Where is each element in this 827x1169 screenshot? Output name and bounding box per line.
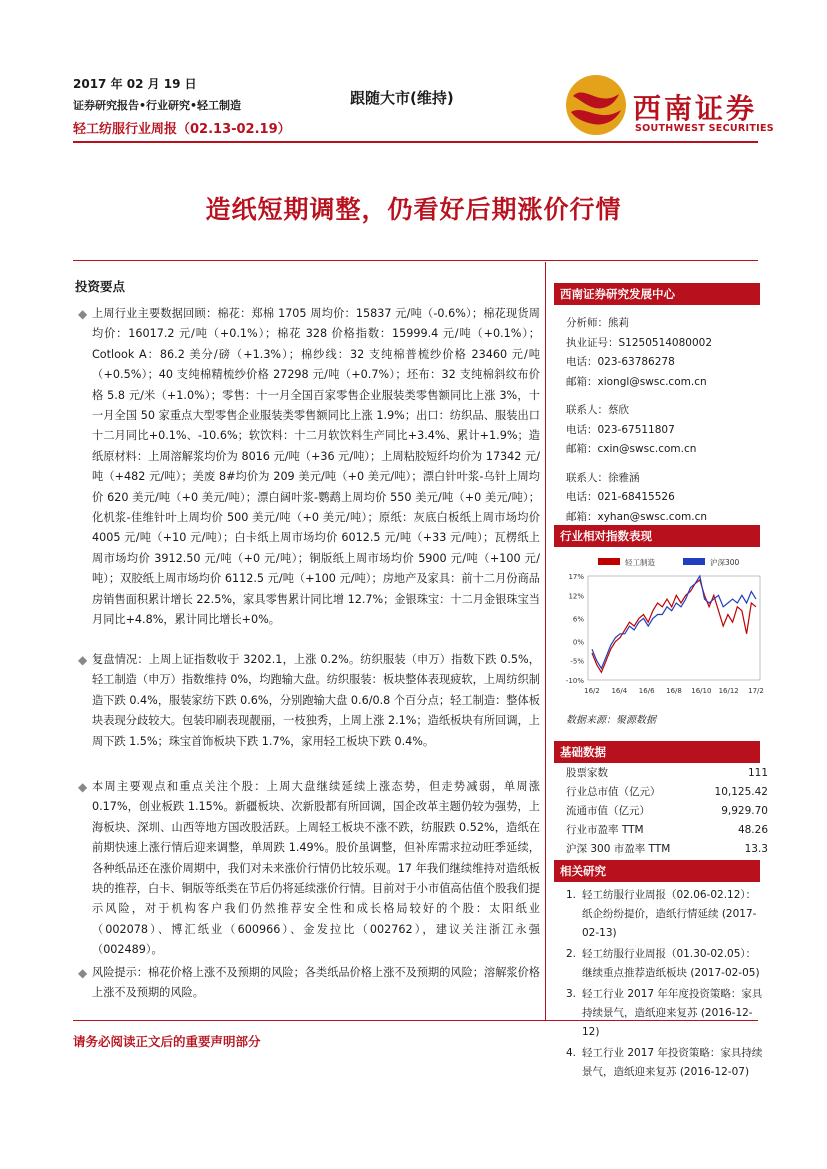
y-tick-label: 0% [572, 638, 584, 647]
bullet-icon: ◆ [78, 653, 88, 667]
basic-row: 沪深 300 市盈率 TTM 13.3 [566, 843, 768, 855]
legend-swatch [598, 558, 620, 565]
y-tick-label: -10% [565, 677, 584, 685]
x-tick-label: 17/2 [748, 687, 764, 695]
paragraph-weekly-data [78, 304, 540, 631]
footer-disclaimer: 请务必阅读正文后的重要声明部分 [73, 1034, 261, 1049]
plot-frame [588, 576, 760, 680]
analyst-phone: 电话：023-63786278 [566, 356, 675, 368]
contact-email[interactable]: 邮箱：cxin@swsc.com.cn [566, 443, 697, 455]
chart-header: 行业相对指数表现 [554, 525, 760, 547]
basic-row: 行业市盈率 TTM 48.26 [566, 824, 768, 836]
paragraph-views [78, 777, 540, 961]
footer-divider [73, 1020, 758, 1021]
paragraph-review [78, 650, 540, 752]
bullet-icon: ◆ [78, 780, 88, 794]
paragraph-risk [78, 963, 540, 1004]
analyst-name: 熊莉 [608, 317, 629, 329]
x-tick-label: 16/10 [691, 687, 712, 695]
bullet-icon: ◆ [78, 966, 88, 980]
title-divider [73, 260, 758, 261]
y-tick-label: 17% [568, 573, 584, 581]
legend-label: 沪深300 [710, 558, 740, 567]
legend-label: 轻工制造 [625, 558, 655, 567]
contact-email[interactable]: 邮箱：xyhan@swsc.com.cn [566, 510, 708, 523]
basic-row: 行业总市值（亿元） 10,125.42 [566, 786, 768, 798]
x-tick-label: 16/12 [718, 687, 739, 695]
relative-index-chart [558, 552, 766, 704]
y-tick-label: -5% [570, 657, 584, 666]
x-tick-label: 16/4 [611, 687, 628, 695]
related-item[interactable]: 3. 轻工行业 2017 年年度投资策略：家具持续景气，造纸迎来复苏 (2016-12-12) [566, 988, 763, 1038]
company-logo-icon [565, 74, 627, 136]
rating: 跟随大市(维持) [350, 89, 454, 107]
x-tick-label: 16/6 [638, 687, 655, 695]
report-type: 证券研究报告•行业研究•轻工制造 [73, 99, 242, 112]
main-title: 造纸短期调整，仍看好后期涨价行情 [205, 195, 622, 224]
contact-name: 联系人：徐雅涵 [566, 471, 640, 484]
weekly-title: 轻工纺服行业周报（02.13-02.19） [73, 122, 291, 137]
related-item[interactable]: 2. 轻工纺服行业周报（01.30-02.05）：继续重点推荐造纸板块 (2017-02-05) [566, 948, 760, 979]
x-tick-label: 16/8 [666, 687, 682, 695]
report-date: 2017 年 02 月 19 日 [73, 77, 197, 91]
related-research-header: 相关研究 [554, 860, 760, 882]
legend-swatch [683, 558, 705, 565]
bullet-icon: ◆ [78, 307, 88, 321]
contact-phone: 电话：021-68415526 [566, 491, 675, 503]
analyst-line: 分析师：熊莉 [566, 317, 629, 329]
header-divider [73, 141, 758, 143]
analyst-info [566, 314, 712, 527]
basic-row: 股票家数 111 [566, 767, 768, 779]
related-research-list [566, 886, 766, 1082]
paragraph-text: 风险提示：棉花价格上涨不及预期的风险；各类纸品价格上涨不及预期的风险；溶解浆价格上涨不及预期的风险。 [92, 966, 540, 1000]
series-line-1 [592, 580, 756, 672]
x-tick-label: 16/2 [584, 687, 600, 695]
series-line-2 [592, 576, 756, 668]
paragraph-text: 上周行业主要数据回顾：棉花：郑棉 1705 周均价：15837 元/吨（-0.6%）；棉花现货周均价：16017.2 元/吨（+0.1%）；棉花 328 价格指数：15999.4 元/吨（+0.1%）；Cotlook A：86.2 美分/磅（+1.3%）；棉纱线：32 支纯棉普梳纱价格 23460 元/吨（+0.5%）；40 支纯棉精梳纱价格 27298 元/吨（+0.7%）；坯布：32 支纯棉斜纹布价格 5.8 元/米（+1.0%）；零售：十一月全国百家零售企业服装类零售额同比上涨 3%，十一月全国 50 家重点大型零售企业服装类零售额同比上涨 1.9%；出口：纺织品、服装出口十二月同比+0.1%、-10.6%；软饮料：十二月软饮料生产同比+3.4%、累计+1.9%；造纸原材料：上周溶解浆均价为 8016 元/吨（+36 元/吨）；上周粘胶短纤均价为 17342 元/吨（+482 元/吨）；美废 8#均价为 209 美元/吨（+0 美元/吨）；漂白针叶浆-乌针上周均价 620 美元/吨（+0 美元/吨）；漂白阔叶浆-鹦鹉上周均价 550 美元/吨（+0 美元/吨）；化机浆-佳维针叶上周均价 500 美元/吨（+0 美元/吨）；原纸：灰底白板纸上周市场均价 4005 元/吨（+10 元/吨）；白卡纸上周市场均价 6012.5 元/吨（+33 元/吨）；瓦楞纸上周市场均价 3912.50 元/吨（+0 元/吨）；铜版纸上周市场均价 5900 元/吨（+100 元/吨）；双胶纸上周市场均价 6112.5 元/吨（+100 元/吨）；房地产及家具：前十二月份商品房销售面积累计增长 22.5%，家具零售累计同比增 12.7%；金银珠宝：十二月金银珠宝当月同比+4.8%，累计同比增长+0%。 [92, 307, 540, 627]
logo-text-en: SOUTHWEST SECURITIES [635, 123, 774, 134]
data-source: 数据来源：聚源数据 [566, 715, 656, 726]
y-tick-label: 6% [572, 615, 584, 624]
contact-name: 联系人：蔡欣 [566, 404, 629, 416]
column-divider [545, 262, 546, 1020]
contact-phone: 电话：023-67511807 [566, 423, 675, 436]
related-item[interactable]: 1. 轻工纺服行业周报（02.06-02.12）：纸企纷纷提价，造纸行情延续 (2017-02-13) [566, 889, 757, 939]
logo-text-cn: 西南证券 [633, 92, 758, 125]
related-item[interactable]: 4. 轻工行业 2017 年投资策略：家具持续景气，造纸迎来复苏 (2016-12-07) [566, 1047, 763, 1078]
basic-data-table [566, 764, 768, 859]
paragraph-text: 本周主要观点和重点关注个股：上周大盘继续延续上涨态势，但走势减弱，单周涨 0.17%，创业板跌 1.15%。新疆板块、次新股都有所回调，国企改革主题仍较为强势，上海板块、深圳、山西等地方国改股活跃。上周轻工板块不涨不跌，纺服跌 0.52%，造纸在前期快速上涨行情后迎来调整，单周跌 1.49%。股价虽调整，但补库需求拉动旺季延续，各种纸品还在涨价周期中，我们对未来涨价行情仍比较乐观。17 年我们继续维持对造纸板块的推荐，白卡、铜版等纸类在节后仍将延续涨价行情。目前对于小市值高估值个股我们提示风险，对于机构客户我们仍然推荐安全性和成长格局较好的个股：太阳纸业（002078）、博汇纸业（600966）、金发拉比（002762），建议关注浙江永强（002489）。 [92, 780, 540, 957]
analyst-email[interactable]: 邮箱：xiongl@swsc.com.cn [566, 375, 707, 388]
basic-row: 流通市值（亿元） 9,929.70 [566, 805, 768, 817]
paragraph-text: 复盘情况：上周上证指数收于 3202.1，上涨 0.2%。纺织服装（申万）指数下跌 0.5%，轻工制造（申万）指数维持 0%，均跑输大盘。纺织服装：板块整体表现疲软，上周纺织制造下跌 0.4%，服装家纺下跌 0.6%，分别跑输大盘 0.6/0.8 个百分点；轻工制造：整体板块表现分歧较大。包装印刷表现靓丽，一枝独秀，上周上涨 2.1%；造纸板块有所回调，上周下跌 1.5%；珠宝首饰板块下跌 1.7%，家用轻工板块下跌 0.4%。 [92, 653, 540, 748]
section-title: 投资要点 [75, 279, 126, 294]
research-center-header: 西南证券研究发展中心 [554, 283, 760, 305]
license-number: 执业证号：S1250514080002 [566, 336, 713, 349]
basic-data-header: 基础数据 [554, 741, 760, 763]
y-tick-label: 12% [568, 592, 584, 601]
